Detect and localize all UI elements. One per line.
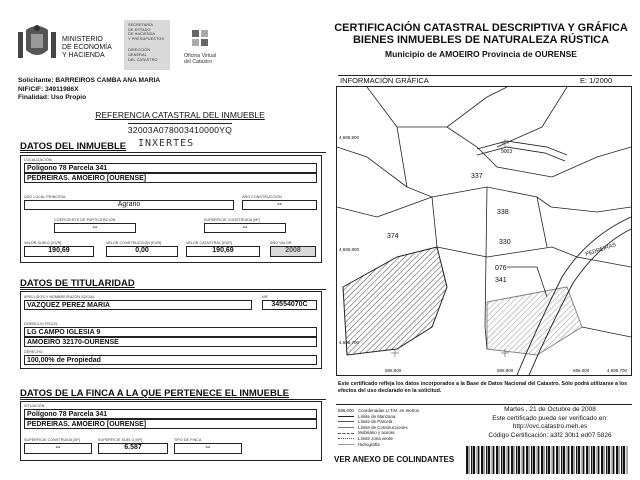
barcode-bar — [466, 446, 468, 474]
map-x-label: 585,800 — [385, 368, 402, 373]
anio-valor-value: 2008 — [270, 246, 316, 257]
sup-const-value: -- — [24, 443, 92, 454]
barcode — [466, 446, 630, 474]
barcode-bar — [601, 446, 603, 474]
domicilio-1: LG CAMPO IGLESIA 9 — [24, 327, 317, 337]
applicant-info: Solicitante: BARREIROS CAMBA ANA MARIA NIF/CIF: 34911986X Finalidad: Uso Propio — [18, 77, 161, 101]
barcode-bar — [478, 446, 479, 474]
barcode-bar — [477, 446, 478, 474]
vcat-value: 190,69 — [186, 246, 260, 257]
sup-const-label: SUPERFICIE CONSTRUIDA [M²] — [24, 438, 80, 442]
barcode-bar — [563, 446, 565, 474]
localizacion-2: PEDREIRAS. AMOEIRO [OURENSE] — [24, 173, 317, 183]
barcode-bar — [619, 446, 620, 474]
tipo-label: TIPO DE FINCA — [174, 438, 202, 442]
barcode-bar — [522, 446, 523, 474]
barcode-bar — [604, 446, 605, 474]
barcode-bar — [469, 446, 470, 474]
vcat-label: VALOR CATASTRAL [EUR] — [186, 241, 233, 245]
barcode-bar — [488, 446, 490, 474]
barcode-bar — [484, 446, 485, 474]
barcode-bar — [514, 446, 515, 474]
barcode-bar — [574, 446, 575, 474]
escala-label: E: 1/2000 — [580, 76, 613, 85]
nombre-value: VAZQUEZ PEREZ MARIA — [24, 300, 252, 310]
info-grafica-label: INFORMACIÓN GRÁFICA — [340, 76, 429, 85]
barcode-bar — [597, 446, 598, 474]
anio-label: AÑO CONSTRUCCIÓN — [242, 195, 282, 199]
sup-value: -- — [204, 223, 286, 233]
map-coord-top-left: 4,695,900 — [339, 135, 360, 140]
derecho-value: 100,00% de Propiedad — [24, 355, 317, 365]
barcode-bar — [627, 446, 628, 474]
barcode-bar — [576, 446, 577, 474]
barcode-bar — [546, 446, 547, 474]
vsuelo-label: VALOR SUELO [EUR] — [24, 241, 62, 245]
titularidad-title: DATOS DE TITULARIDAD — [20, 278, 135, 289]
sup-suelo-value: 6.587 — [98, 443, 168, 454]
barcode-bar — [544, 446, 545, 474]
barcode-bar — [531, 446, 532, 474]
handwritten-note: INXERTES — [138, 138, 195, 149]
barcode-bar — [492, 446, 493, 474]
certificate-notice: Este certificado refleja los datos incorporados a la Base de Datos Nacional del Catastro. Sólo podrá utilizarse a los efectos del uso declarado en la solicitud. — [338, 381, 628, 394]
ver-anexo: VER ANEXO DE COLINDANTES — [334, 455, 455, 464]
barcode-bar — [612, 446, 613, 474]
barcode-bar — [561, 446, 562, 474]
uso-value: Agrario — [24, 200, 234, 210]
coef-value: -- — [54, 223, 136, 233]
barcode-bar — [571, 446, 573, 474]
ministry-logo — [14, 24, 60, 64]
barcode-bar — [508, 446, 509, 474]
barcode-bar — [486, 446, 487, 474]
uso-label: USO LOCAL PRINCIPAL — [24, 195, 67, 199]
barcode-bar — [533, 446, 535, 474]
domicilio-label: DOMICILIO FISCAL — [24, 322, 58, 326]
map-coord-bottom-right: 4,695,700 — [607, 368, 628, 373]
cadastral-map — [336, 86, 632, 376]
anio-valor-label: AÑO VALOR — [270, 241, 292, 245]
vconst-value: 0,00 — [106, 246, 178, 257]
oficina-virtual-icon — [190, 28, 210, 48]
barcode-bar — [471, 446, 472, 474]
parcel-label: 337 — [471, 173, 483, 180]
barcode-bar — [598, 446, 599, 474]
barcode-bar — [578, 446, 580, 474]
barcode-bar — [583, 446, 584, 474]
verification-block: Martes , 21 de Octubre de 2008 Este certificado puede ser verificado en: http://ovc.catastro.meh.es Código Certificación: a3f2 30b1 ed07 5826 — [470, 406, 630, 440]
barcode-bar — [499, 446, 500, 474]
barcode-bar — [526, 446, 528, 474]
barcode-bar — [501, 446, 502, 474]
parcel-label: 076 — [495, 265, 507, 272]
barcode-bar — [548, 446, 550, 474]
nif-label: NIF — [262, 295, 269, 299]
referencia-catastral: REFERENCIA CATASTRAL DEL INMUEBLE 32003A078003410000YQ — [95, 110, 265, 135]
barcode-bar — [538, 446, 539, 474]
situacion-1: Polígono 78 Parcela 341 — [24, 409, 317, 419]
barcode-bar — [529, 446, 530, 474]
barcode-bar — [621, 446, 622, 474]
finca-title: DATOS DE LA FINCA A LA QUE PERTENECE EL INMUEBLE — [20, 388, 290, 399]
barcode-bar — [613, 446, 614, 474]
barcode-bar — [593, 446, 595, 474]
barcode-bar — [623, 446, 625, 474]
tipo-value: -- — [174, 443, 242, 454]
nif-value: 34554070C — [262, 300, 317, 310]
derecho-label: DERECHO — [24, 350, 43, 354]
barcode-bar — [568, 446, 569, 474]
parcel-label: 338 — [497, 209, 509, 216]
datos-inmueble-title: DATOS DEL INMUEBLE — [20, 141, 127, 152]
barcode-bar — [516, 446, 517, 474]
barcode-bar — [552, 446, 553, 474]
coef-label: COEFICIENTE DE PARTICIPACIÓN — [54, 218, 116, 222]
barcode-bar — [541, 446, 543, 474]
barcode-bar — [518, 446, 520, 474]
parcel-label: 9003 — [501, 149, 513, 155]
barcode-bar — [616, 446, 618, 474]
barcode-bar — [481, 446, 483, 474]
ministry-name: MINISTERIO DE ECONOMÍA Y HACIENDA — [62, 36, 112, 59]
map-coord-bottom-left: 4,695,700 — [339, 340, 360, 345]
parcel-label: 374 — [387, 233, 399, 240]
barcode-bar — [553, 446, 554, 474]
sup-label: SUPERFICIE CONSTRUIDA [M²] — [204, 218, 260, 222]
map-coord-mid-left: 4,695,800 — [339, 247, 360, 252]
barcode-bar — [567, 446, 568, 474]
barcode-bar — [507, 446, 508, 474]
barcode-bar — [496, 446, 498, 474]
barcode-bar — [586, 446, 588, 474]
sup-suelo-label: SUPERFICIE SUELO [M²] — [98, 438, 143, 442]
situacion-2: PEDREIRAS. AMOEIRO [OURENSE] — [24, 419, 317, 429]
secretaria-block: SECRETARÍA DE ESTADO DE HACIENDA Y PRESUPUESTOS DIRECCIÓN GENERAL DEL CATASTRO — [124, 20, 170, 70]
map-x-label: 586,000 — [573, 368, 590, 373]
nombre-label: APELLIDOS Y NOMBRE/RAZÓN SOCIAL — [24, 295, 95, 299]
parcel-label: 341 — [495, 277, 507, 284]
situacion-label: SITUACIÓN — [24, 404, 45, 408]
barcode-bar — [608, 446, 610, 474]
place-label: PEDREIRAS — [584, 242, 617, 258]
vsuelo-value: 190,69 — [24, 246, 94, 257]
barcode-bar — [493, 446, 494, 474]
cert-heading: CERTIFICACIÓN CATASTRAL DESCRIPTIVA Y GRÁFICA BIENES INMUEBLES DE NATURALEZA RÚSTICA Municipio de AMOEIRO Provincia de OURENSE — [334, 22, 628, 59]
anio-value: -- — [242, 200, 317, 210]
oficina-virtual-text: Oficina Virtual del Catastro — [184, 53, 217, 65]
vconst-label: VALOR CONSTRUCCIÓN [EUR] — [106, 241, 162, 245]
map-x-label: 585,900 — [497, 368, 514, 373]
barcode-bar — [591, 446, 592, 474]
barcode-bar — [511, 446, 513, 474]
parcel-label: 330 — [499, 239, 511, 246]
barcode-bar — [606, 446, 607, 474]
barcode-bar — [537, 446, 538, 474]
domicilio-2: AMOEIRO 32170-OURENSE — [24, 337, 317, 347]
localizacion-1: Polígono 78 Parcela 341 — [24, 163, 317, 173]
localizacion-label: LOCALIZACIÓN — [24, 158, 52, 162]
barcode-bar — [559, 446, 560, 474]
barcode-bar — [556, 446, 558, 474]
barcode-bar — [582, 446, 583, 474]
barcode-bar — [523, 446, 524, 474]
verification-url[interactable]: http://ovc.catastro.meh.es — [512, 423, 588, 430]
barcode-bar — [473, 446, 475, 474]
map-legend: 586,000 Coordenadas U.T.M. en metros Límite de Manzana Límite de Parcela Límite de Construcciones Mobiliario y aceras Límite zona verde Hidrografía — [338, 408, 420, 447]
barcode-bar — [589, 446, 590, 474]
barcode-bar — [503, 446, 505, 474]
